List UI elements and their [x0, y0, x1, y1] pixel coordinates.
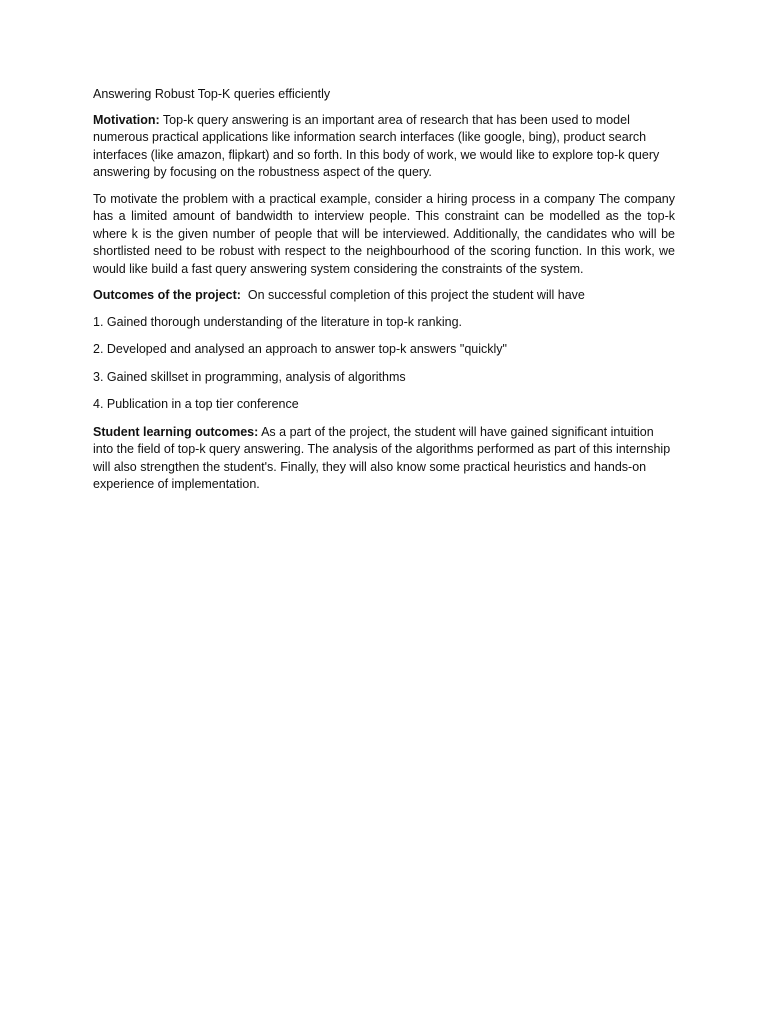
- outcome-item-1: 1. Gained thorough understanding of the literature in top-k ranking.: [93, 314, 462, 329]
- motivation-text: Top-k query answering is an important area of research that has been used to model numerous practical applications like information search interfaces (like google, bing), product search interfaces (like amazon, flipkart) and so forth. In this body of work, we would like to explore top-k query answering by focusing on the robustness aspect of the query.: [93, 112, 660, 179]
- outcome-item-3: 3. Gained skillset in programming, analysis of algorithms: [93, 369, 406, 384]
- document-page: [93, 86, 675, 503]
- outcomes-heading: Outcomes of the project:: [93, 288, 241, 302]
- learning-outcomes-heading: Student learning outcomes:: [93, 424, 259, 439]
- learning-outcomes-paragraph: [93, 424, 675, 494]
- motivation-heading: Motivation:: [93, 112, 160, 127]
- outcome-item-2: 2. Developed and analysed an approach to answer top-k answers "quickly": [93, 342, 507, 356]
- outcomes-intro-text: On successful completion of this project the student will have: [240, 288, 585, 302]
- outcomes-paragraph: [93, 287, 675, 305]
- document-title: Answering Robust Top-K queries efficiently: [93, 87, 331, 101]
- example-paragraph: To motivate the problem with a practical example, consider a hiring process in a company The company has a limited amount of bandwidth to interview people. This constraint can be modelled as the top-k where k is the given number of people that will be interviewed. Additionally, the candidates who will be shortlisted need to be robust with respect to the neighbourhood of the scoring function. In this work, we would like build a fast query answering system considering the constraints of the system.: [93, 191, 675, 276]
- outcome-item-4: 4. Publication in a top tier conference: [93, 397, 299, 411]
- learning-outcomes-text: As a part of the project, the student will have gained significant intuition into the field of top-k query answering. The analysis of the algorithms performed as part of this internship will also strengthen the student's. Finally, they will also know some practical heuristics and hands-on experience of implementation.: [93, 424, 671, 491]
- motivation-paragraph: [93, 112, 675, 182]
